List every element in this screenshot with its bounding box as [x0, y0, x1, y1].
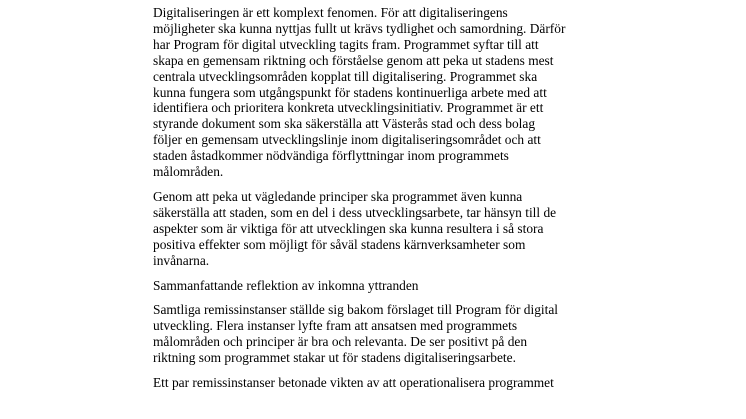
text-line: har Program för digital utveckling tagits fram. Programmet syftar till att — [153, 36, 539, 52]
consultation-paragraph — [153, 302, 623, 366]
text-line: riktning som programmet stakar ut för stadens digitaliseringsarbete. — [153, 350, 516, 366]
text-line: kunna fungera som utgångspunkt för stadens kontinuerliga arbete med att — [153, 84, 547, 100]
text-line: aspekter som är viktiga för att utvecklingen ska kunna resultera i så stora — [153, 220, 544, 236]
text-line: identifiera och prioritera konkreta utvecklingsinitiativ. Programmet är ett — [153, 100, 544, 116]
document-page — [153, 5, 623, 400]
text-line: Samtliga remissinstanser ställde sig bakom förslaget till Program för digital — [153, 302, 558, 318]
section-heading — [153, 278, 623, 294]
text-line: styrande dokument som ska säkerställa att Västerås stad och dess bolag — [153, 116, 536, 132]
text-line: målområden och principer är bra och relevanta. De ser positivt på den — [153, 334, 528, 350]
heading-text: Sammanfattande reflektion av inkomna yttranden — [153, 277, 419, 293]
text-line: skapa en gemensam riktning och förståelse genom att peka ut stadens mest — [153, 52, 554, 68]
text-line: invånarna. — [153, 252, 210, 268]
text-line: Genom att peka ut vägledande principer ska programmet även kunna — [153, 188, 523, 204]
text-line: möjligheter ska kunna nyttjas fullt ut krävs tydlighet och samordning. Därför — [153, 20, 566, 36]
operationalize-paragraph — [153, 375, 623, 391]
text-line: Digitaliseringen är ett komplext fenomen. För att digitaliseringens — [153, 5, 508, 20]
text-line: staden åstadkommer nödvändiga förflyttningar inom programmets — [153, 148, 509, 164]
text-line: centrala utvecklingsområden kopplat till digitalisering. Programmet ska — [153, 68, 538, 84]
intro-paragraph — [153, 5, 623, 180]
text-line: säkerställa att staden, som en del i dess utvecklingsarbete, tar hänsyn till de — [153, 204, 557, 220]
principles-paragraph — [153, 189, 623, 269]
text-line: positiva effekter som möjligt för såväl stadens kärnverksamheter som — [153, 236, 526, 252]
text-line: följer en gemensam utvecklingslinje inom digitaliseringsområdet och att — [153, 132, 541, 148]
text-line: utveckling. Flera instanser lyfte fram att ansatsen med programmets — [153, 318, 518, 334]
text-line: målområden. — [153, 164, 224, 180]
text-line: Ett par remissinstanser betonade vikten av att operationalisera programmet — [153, 375, 554, 391]
